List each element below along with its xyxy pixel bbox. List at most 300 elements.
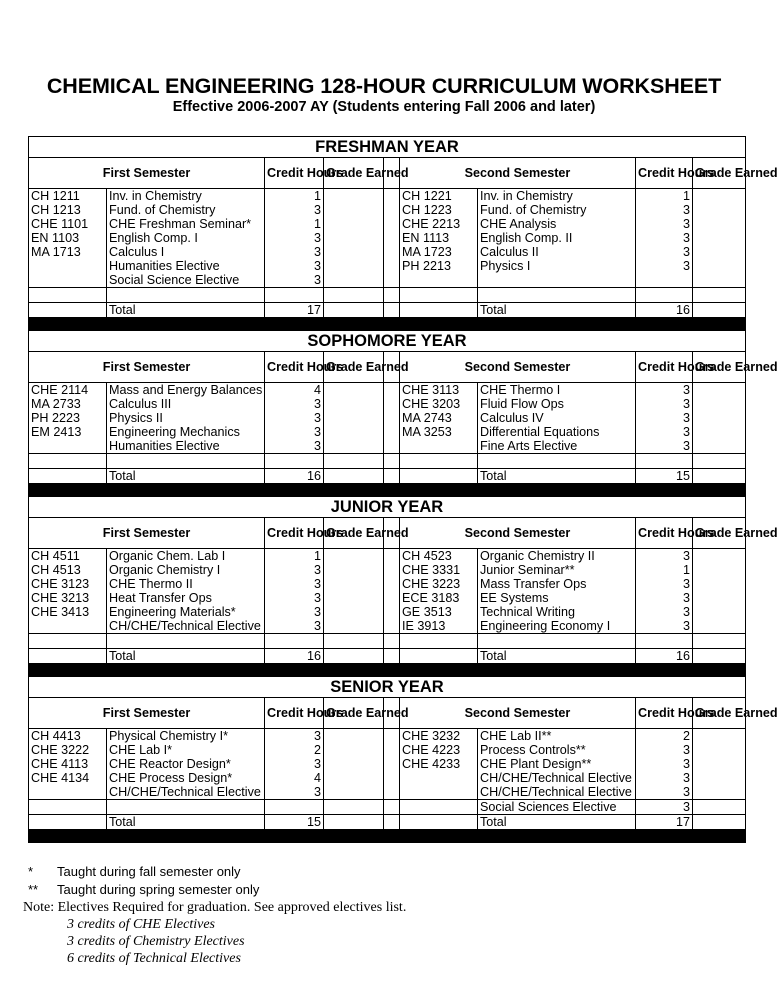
course-name xyxy=(478,454,636,469)
grade-earned xyxy=(324,729,384,744)
year-heading: SOPHOMORE YEAR xyxy=(29,331,746,352)
course-name: English Comp. I xyxy=(107,231,265,245)
course-code: EN 1103 xyxy=(29,231,107,245)
course-name: Total xyxy=(478,469,636,484)
year-heading-row xyxy=(29,677,746,698)
course-code: CHE 3223 xyxy=(400,577,478,591)
footnote-text: Taught during spring semester only xyxy=(57,882,260,897)
credit-hours xyxy=(636,273,693,288)
course-row xyxy=(29,217,746,231)
credit-hours xyxy=(636,288,693,303)
course-code xyxy=(29,439,107,454)
course-name: Physics II xyxy=(107,411,265,425)
course-name: Total xyxy=(107,649,265,664)
course-code: MA 1723 xyxy=(400,245,478,259)
course-code: CHE 3413 xyxy=(29,605,107,619)
credit-hours-header: Credit Hours xyxy=(636,158,693,189)
credit-hours-header: Credit Hours xyxy=(265,352,324,383)
grade-earned xyxy=(693,469,746,484)
grade-earned xyxy=(324,577,384,591)
grade-earned xyxy=(324,217,384,231)
course-name xyxy=(107,800,265,815)
year-separator-bar xyxy=(29,664,746,677)
course-row xyxy=(29,591,746,605)
course-code: MA 1713 xyxy=(29,245,107,259)
course-code: CHE 3331 xyxy=(400,563,478,577)
course-code xyxy=(29,649,107,664)
year-separator-bar xyxy=(29,484,746,497)
year-separator-bar xyxy=(29,830,746,843)
course-name: Calculus III xyxy=(107,397,265,411)
credit-hours: 3 xyxy=(265,619,324,634)
course-name: Mass and Energy Balances xyxy=(107,383,265,398)
course-code xyxy=(29,815,107,830)
course-row xyxy=(29,757,746,771)
course-row xyxy=(29,288,746,303)
grade-earned xyxy=(324,605,384,619)
footnote-text: Taught during fall semester only xyxy=(57,864,241,879)
grade-earned-header: Grade Earned xyxy=(324,698,384,729)
course-row xyxy=(29,563,746,577)
course-name xyxy=(478,288,636,303)
course-name: Humanities Elective xyxy=(107,259,265,273)
grade-earned xyxy=(693,591,746,605)
column-spacer xyxy=(384,411,400,425)
grade-earned xyxy=(324,189,384,204)
column-spacer xyxy=(384,619,400,634)
course-code xyxy=(400,439,478,454)
course-name: Junior Seminar** xyxy=(478,563,636,577)
course-code: CHE 3203 xyxy=(400,397,478,411)
course-code xyxy=(400,800,478,815)
course-code: MA 2733 xyxy=(29,397,107,411)
credit-hours: 3 xyxy=(636,619,693,634)
course-row xyxy=(29,577,746,591)
year-separator-bar xyxy=(29,318,746,331)
grade-earned xyxy=(324,411,384,425)
course-code: CHE 4223 xyxy=(400,743,478,757)
grade-earned-header: Grade Earned xyxy=(693,518,746,549)
course-code: CHE 2114 xyxy=(29,383,107,398)
column-spacer xyxy=(384,649,400,664)
course-name: English Comp. II xyxy=(478,231,636,245)
course-row xyxy=(29,397,746,411)
first-semester-header: First Semester xyxy=(29,158,265,189)
grade-earned xyxy=(693,757,746,771)
credit-hours-header: Credit Hours xyxy=(636,698,693,729)
credit-hours: 3 xyxy=(636,771,693,785)
course-name: Engineering Materials* xyxy=(107,605,265,619)
course-row xyxy=(29,245,746,259)
column-spacer xyxy=(384,815,400,830)
course-code: EM 2413 xyxy=(29,425,107,439)
grade-earned xyxy=(693,259,746,273)
credit-hours: 3 xyxy=(265,757,324,771)
course-name: Technical Writing xyxy=(478,605,636,619)
credit-hours: 3 xyxy=(265,439,324,454)
credit-hours-header: Credit Hours xyxy=(265,698,324,729)
credit-hours: 3 xyxy=(636,743,693,757)
grade-earned xyxy=(693,549,746,564)
credit-hours xyxy=(636,634,693,649)
course-code: CH 1213 xyxy=(29,203,107,217)
column-spacer xyxy=(384,729,400,744)
course-code: CH 4513 xyxy=(29,563,107,577)
grade-earned xyxy=(324,634,384,649)
grade-earned-header: Grade Earned xyxy=(693,698,746,729)
course-code: CHE 3123 xyxy=(29,577,107,591)
year-heading-row xyxy=(29,497,746,518)
course-row xyxy=(29,383,746,398)
year-heading-row xyxy=(29,137,746,158)
grade-earned xyxy=(324,203,384,217)
column-spacer xyxy=(384,757,400,771)
credit-hours: 3 xyxy=(265,397,324,411)
course-code xyxy=(400,785,478,800)
column-spacer xyxy=(384,454,400,469)
credit-hours: 3 xyxy=(636,605,693,619)
course-name: CHE Plant Design** xyxy=(478,757,636,771)
credit-hours: 1 xyxy=(265,217,324,231)
credit-hours: 3 xyxy=(636,549,693,564)
grade-earned xyxy=(324,288,384,303)
course-code xyxy=(29,634,107,649)
course-name: CH/CHE/Technical Elective xyxy=(107,785,265,800)
page-subtitle: Effective 2006-2007 AY (Students entering Fall 2006 and later) xyxy=(172,99,596,115)
course-name: Social Science Elective xyxy=(107,273,265,288)
page-title: CHEMICAL ENGINEERING 128-HOUR CURRICULUM WORKSHEET xyxy=(46,74,722,98)
grade-earned xyxy=(693,771,746,785)
course-code: CHE 3222 xyxy=(29,743,107,757)
course-name: Physical Chemistry I* xyxy=(107,729,265,744)
column-spacer xyxy=(384,549,400,564)
grade-earned xyxy=(324,469,384,484)
separator-cell xyxy=(29,484,746,497)
grade-earned xyxy=(693,397,746,411)
course-row xyxy=(29,439,746,454)
grade-earned xyxy=(693,634,746,649)
grade-earned xyxy=(693,454,746,469)
course-code: CH 1221 xyxy=(400,189,478,204)
course-row xyxy=(29,800,746,815)
grade-earned xyxy=(693,439,746,454)
credit-hours: 17 xyxy=(265,303,324,318)
grade-earned xyxy=(693,217,746,231)
course-name: Mass Transfer Ops xyxy=(478,577,636,591)
course-name: Fine Arts Elective xyxy=(478,439,636,454)
footnote-spring xyxy=(28,882,259,897)
credit-hours: 4 xyxy=(265,771,324,785)
credit-hours: 3 xyxy=(636,397,693,411)
semester-header-row xyxy=(29,158,746,189)
course-code xyxy=(29,800,107,815)
credit-hours: 3 xyxy=(265,605,324,619)
year-heading: FRESHMAN YEAR xyxy=(29,137,746,158)
course-code xyxy=(400,815,478,830)
column-spacer xyxy=(384,259,400,273)
credit-hours xyxy=(265,634,324,649)
course-row xyxy=(29,785,746,800)
credit-hours-header: Credit Hours xyxy=(265,158,324,189)
credit-hours: 4 xyxy=(265,383,324,398)
column-spacer xyxy=(384,605,400,619)
course-code xyxy=(29,273,107,288)
grade-earned xyxy=(324,259,384,273)
grade-earned xyxy=(693,743,746,757)
grade-earned xyxy=(324,757,384,771)
grade-earned xyxy=(324,454,384,469)
column-spacer xyxy=(384,771,400,785)
column-spacer xyxy=(384,231,400,245)
credit-hours xyxy=(636,454,693,469)
grade-earned xyxy=(324,245,384,259)
grade-earned-header: Grade Earned xyxy=(693,352,746,383)
course-name: Fund. of Chemistry xyxy=(107,203,265,217)
course-name: CH/CHE/Technical Elective xyxy=(478,785,636,800)
credit-hours: 3 xyxy=(636,259,693,273)
grade-earned xyxy=(324,439,384,454)
credit-hours xyxy=(265,800,324,815)
column-spacer xyxy=(384,634,400,649)
course-name: Calculus II xyxy=(478,245,636,259)
credit-hours xyxy=(265,454,324,469)
course-name: CHE Reactor Design* xyxy=(107,757,265,771)
credit-hours: 3 xyxy=(265,203,324,217)
course-code: CH 1211 xyxy=(29,189,107,204)
course-code xyxy=(29,619,107,634)
course-name: Total xyxy=(107,469,265,484)
credit-hours: 1 xyxy=(265,549,324,564)
column-spacer xyxy=(384,383,400,398)
year-heading: SENIOR YEAR xyxy=(29,677,746,698)
credit-hours: 3 xyxy=(265,729,324,744)
course-code: CHE 3232 xyxy=(400,729,478,744)
course-name: CHE Analysis xyxy=(478,217,636,231)
year-heading: JUNIOR YEAR xyxy=(29,497,746,518)
grade-earned xyxy=(324,743,384,757)
course-code: ECE 3183 xyxy=(400,591,478,605)
course-code: CHE 3213 xyxy=(29,591,107,605)
course-name: CH/CHE/Technical Elective xyxy=(107,619,265,634)
grade-earned xyxy=(693,425,746,439)
credit-hours: 1 xyxy=(636,563,693,577)
credit-hours: 3 xyxy=(265,259,324,273)
credit-hours: 3 xyxy=(636,785,693,800)
course-name: Heat Transfer Ops xyxy=(107,591,265,605)
grade-earned xyxy=(693,383,746,398)
course-code xyxy=(29,288,107,303)
course-row xyxy=(29,619,746,634)
credit-hours: 17 xyxy=(636,815,693,830)
course-name: Physics I xyxy=(478,259,636,273)
course-code xyxy=(29,454,107,469)
course-name: Total xyxy=(107,815,265,830)
course-name: Humanities Elective xyxy=(107,439,265,454)
course-code: CH 4511 xyxy=(29,549,107,564)
course-code: CHE 1101 xyxy=(29,217,107,231)
grade-earned xyxy=(693,815,746,830)
curriculum-table xyxy=(28,136,778,843)
column-spacer xyxy=(384,245,400,259)
course-code: MA 3253 xyxy=(400,425,478,439)
semester-header-row xyxy=(29,352,746,383)
grade-earned-header: Grade Earned xyxy=(324,352,384,383)
course-code xyxy=(400,771,478,785)
course-code xyxy=(400,273,478,288)
credit-hours: 16 xyxy=(636,649,693,664)
course-code: PH 2213 xyxy=(400,259,478,273)
course-row xyxy=(29,454,746,469)
course-code xyxy=(29,259,107,273)
grade-earned xyxy=(324,785,384,800)
course-row xyxy=(29,771,746,785)
credit-hours: 15 xyxy=(265,815,324,830)
credit-hours: 3 xyxy=(265,591,324,605)
grade-earned xyxy=(324,383,384,398)
course-code: PH 2223 xyxy=(29,411,107,425)
grade-earned xyxy=(324,549,384,564)
credit-hours: 3 xyxy=(636,800,693,815)
course-row xyxy=(29,273,746,288)
course-row xyxy=(29,729,746,744)
credit-hours: 1 xyxy=(265,189,324,204)
course-row xyxy=(29,231,746,245)
column-spacer xyxy=(384,303,400,318)
grade-earned xyxy=(693,729,746,744)
grade-earned xyxy=(693,800,746,815)
course-name: Organic Chemistry II xyxy=(478,549,636,564)
second-semester-header: Second Semester xyxy=(400,158,636,189)
course-name: Differential Equations xyxy=(478,425,636,439)
grade-earned xyxy=(693,273,746,288)
course-name: Engineering Economy I xyxy=(478,619,636,634)
first-semester-header: First Semester xyxy=(29,698,265,729)
course-code xyxy=(29,303,107,318)
course-name: Process Controls** xyxy=(478,743,636,757)
course-name xyxy=(478,273,636,288)
credit-hours: 3 xyxy=(636,203,693,217)
second-semester-header: Second Semester xyxy=(400,518,636,549)
column-spacer xyxy=(384,563,400,577)
total-row xyxy=(29,649,746,664)
course-name: CHE Lab I* xyxy=(107,743,265,757)
column-spacer xyxy=(384,469,400,484)
column-spacer xyxy=(384,577,400,591)
grade-earned xyxy=(693,577,746,591)
grade-earned xyxy=(324,815,384,830)
course-code xyxy=(400,288,478,303)
column-spacer xyxy=(384,397,400,411)
grade-earned xyxy=(324,771,384,785)
course-name: CHE Thermo II xyxy=(107,577,265,591)
total-row xyxy=(29,815,746,830)
column-spacer xyxy=(384,189,400,204)
credit-hours: 3 xyxy=(636,231,693,245)
grade-earned xyxy=(324,649,384,664)
credit-hours: 3 xyxy=(636,425,693,439)
credit-hours: 3 xyxy=(265,273,324,288)
course-code xyxy=(400,454,478,469)
semester-header-row xyxy=(29,518,746,549)
course-code xyxy=(29,469,107,484)
column-spacer xyxy=(384,743,400,757)
column-spacer xyxy=(384,439,400,454)
footnote-fall xyxy=(28,864,241,879)
credit-hours: 2 xyxy=(265,743,324,757)
course-name: CH/CHE/Technical Elective xyxy=(478,771,636,785)
credit-hours: 3 xyxy=(636,577,693,591)
credit-hours: 16 xyxy=(265,469,324,484)
course-name: CHE Freshman Seminar* xyxy=(107,217,265,231)
course-name: CHE Lab II** xyxy=(478,729,636,744)
course-name: Engineering Mechanics xyxy=(107,425,265,439)
credit-hours: 1 xyxy=(636,189,693,204)
credit-hours: 3 xyxy=(636,217,693,231)
second-semester-header: Second Semester xyxy=(400,352,636,383)
column-spacer xyxy=(384,425,400,439)
credit-hours: 16 xyxy=(636,303,693,318)
footnote-mark: * xyxy=(28,864,34,879)
first-semester-header: First Semester xyxy=(29,518,265,549)
grade-earned xyxy=(693,288,746,303)
column-spacer xyxy=(384,217,400,231)
grade-earned xyxy=(324,231,384,245)
course-name xyxy=(478,634,636,649)
course-code: CHE 3113 xyxy=(400,383,478,398)
year-heading-row xyxy=(29,331,746,352)
credit-hours: 3 xyxy=(265,245,324,259)
course-code: CHE 2213 xyxy=(400,217,478,231)
course-name: Social Sciences Elective xyxy=(478,800,636,815)
course-row xyxy=(29,425,746,439)
column-spacer xyxy=(384,288,400,303)
credit-hours: 2 xyxy=(636,729,693,744)
credit-hours-header: Credit Hours xyxy=(636,518,693,549)
course-name: Inv. in Chemistry xyxy=(478,189,636,204)
grade-earned xyxy=(324,425,384,439)
grade-earned xyxy=(693,303,746,318)
course-name: CHE Thermo I xyxy=(478,383,636,398)
course-name: CHE Process Design* xyxy=(107,771,265,785)
course-name xyxy=(107,288,265,303)
footnote-mark: ** xyxy=(28,882,39,897)
grade-earned xyxy=(324,273,384,288)
credit-hours xyxy=(265,288,324,303)
credit-hours: 16 xyxy=(265,649,324,664)
grade-earned xyxy=(693,785,746,800)
grade-earned xyxy=(324,619,384,634)
grade-earned-header: Grade Earned xyxy=(324,518,384,549)
elective-requirement: 6 credits of Technical Electives xyxy=(67,951,241,966)
course-name: Total xyxy=(107,303,265,318)
credit-hours: 3 xyxy=(265,425,324,439)
course-row xyxy=(29,411,746,425)
course-name: Organic Chemistry I xyxy=(107,563,265,577)
electives-note: Note: Electives Required for graduation. See approved electives list. xyxy=(23,900,407,915)
course-row xyxy=(29,189,746,204)
grade-earned xyxy=(693,619,746,634)
credit-hours: 3 xyxy=(265,231,324,245)
course-code: IE 3913 xyxy=(400,619,478,634)
course-name: Total xyxy=(478,815,636,830)
course-name xyxy=(107,454,265,469)
course-row xyxy=(29,634,746,649)
course-row xyxy=(29,605,746,619)
grade-earned xyxy=(693,605,746,619)
grade-earned xyxy=(693,245,746,259)
course-name: Fluid Flow Ops xyxy=(478,397,636,411)
grade-earned xyxy=(693,231,746,245)
